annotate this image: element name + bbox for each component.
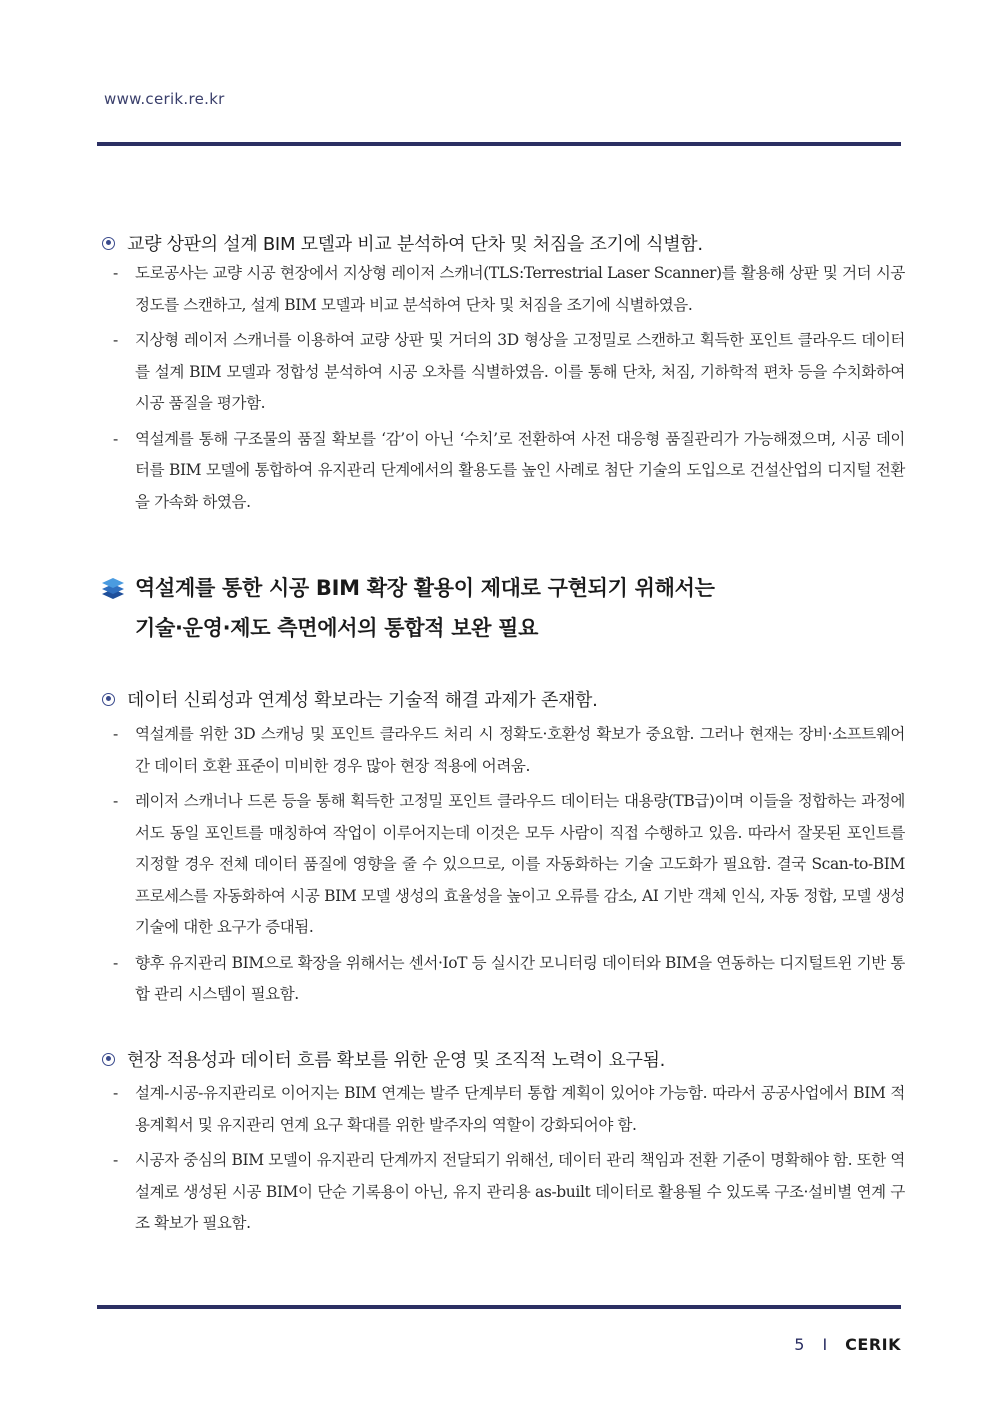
footer-rule (97, 1305, 901, 1309)
list-item: - 향후 유지관리 BIM으로 확장을 위해서는 센서·IoT 등 실시간 모니터링 데이터와 BIM을 연동하는 디지털트윈 기반 통합 관리 시스템이 필요함. (113, 953, 905, 1003)
list-item: - 설계-시공-유지관리로 이어지는 BIM 연계는 발주 단계부터 통합 계획이 있어야 가능함. 따라서 공공사업에서 BIM 적용계획서 및 유지관리 연계 요구 확대를 위한 발주자의 역할이 강화되어야 함. (113, 1084, 905, 1134)
bullet-heading-1 (100, 230, 703, 256)
list-item: - 역설계를 위한 3D 스캐닝 및 포인트 클라우드 처리 시 정확도·호환성 확보가 중요함. 그러나 현재는 장비·소프트웨어 간 데이터 호환 표준이 미비한 경우 많아 현장 적용에 어려움. (113, 725, 905, 775)
bullet-circle-icon (102, 237, 115, 250)
bullet-list-2 (113, 719, 905, 1015)
section-title-line-2: 기술·운영·제도 측면에서의 통합적 보완 필요 (135, 616, 539, 640)
list-item: - 지상형 레이저 스캐너를 이용하여 교량 상판 및 거더의 3D 형상을 고정밀로 스캔하고 획득한 포인트 클라우드 데이터를 설계 BIM 모델과 정합성 분석하여 시공 오차를 식별하였음. 이를 통해 단차, 처짐, 기하학적 편차 등을 수치화하여 시공 품질을 평가함. (113, 331, 905, 412)
bullet-heading-text: 데이터 신뢰성과 연계성 확보라는 기술적 해결 과제가 존재함. (127, 690, 598, 711)
list-item: - 도로공사는 교량 시공 현장에서 지상형 레이저 스캐너(TLS:Terrestrial Laser Scanner)를 활용해 상판 및 거더 시공 정도를 스캔하고, 설계 BIM 모델과 비교 분석하여 단차 및 처짐을 조기에 식별하였음. (113, 264, 905, 314)
footer-separator: I (822, 1335, 828, 1354)
header-rule (97, 142, 901, 146)
bullet-heading-3 (100, 1046, 665, 1072)
bullet-circle-icon (102, 693, 115, 706)
bullet-heading-2 (100, 686, 598, 712)
section-title-line-1: 역설계를 통한 시공 BIM 확장 활용이 제대로 구현되기 위해서는 (135, 576, 715, 600)
layers-icon (100, 575, 126, 601)
site-url: www.cerik.re.kr (104, 90, 225, 108)
list-item: - 레이저 스캐너나 드론 등을 통해 획득한 고정밀 포인트 클라우드 데이터는 대용량(TB급)이며 이들을 정합하는 과정에서도 동일 포인트를 매칭하여 작업이 이루어지는데 이것은 모두 사람이 직접 수행하고 있음. 따라서 잘못된 포인트를 지정할 경우 전체 데이터 품질에 영향을 줄 수 있으므로, 이를 자동화하는 기술 고도화가 필요함. 결국 Scan-to-BIM 프로세스를 자동화하여 시공 BIM 모델 생성의 효율성을 높이고 오류를 감소, AI 기반 객체 인식, 자동 정합, 모델 생성 기술에 대한 요구가 증대됨. (113, 792, 905, 936)
bullet-heading-text: 교량 상판의 설계 BIM 모델과 비교 분석하여 단차 및 처짐을 조기에 식별함. (127, 234, 703, 255)
bullet-circle-icon (102, 1053, 115, 1066)
section-title (100, 568, 715, 648)
page-footer (794, 1335, 901, 1354)
bullet-list-1 (113, 258, 905, 522)
list-item: - 시공자 중심의 BIM 모델이 유지관리 단계까지 전달되기 위해선, 데이터 관리 책임과 전환 기준이 명확해야 함. 또한 역설계로 생성된 시공 BIM이 단순 기록용이 아닌, 유지 관리용 as-built 데이터로 활용될 수 있도록 구조·설비별 연계 구조 확보가 필요함. (113, 1151, 905, 1232)
bullet-heading-text: 현장 적용성과 데이터 흐름 확보를 위한 운영 및 조직적 노력이 요구됨. (127, 1050, 666, 1071)
bullet-list-3 (113, 1078, 905, 1244)
list-item: - 역설계를 통해 구조물의 품질 확보를 ‘감’이 아닌 ‘수치’로 전환하여 사전 대응형 품질관리가 가능해졌으며, 시공 데이터를 BIM 모델에 통합하여 유지관리 단계에서의 활용도를 높인 사례로 첨단 기술의 도입으로 건설산업의 디지털 전환을 가속화 하였음. (113, 429, 905, 511)
page-number: 5 (794, 1335, 805, 1354)
footer-brand: CERIK (845, 1335, 901, 1354)
